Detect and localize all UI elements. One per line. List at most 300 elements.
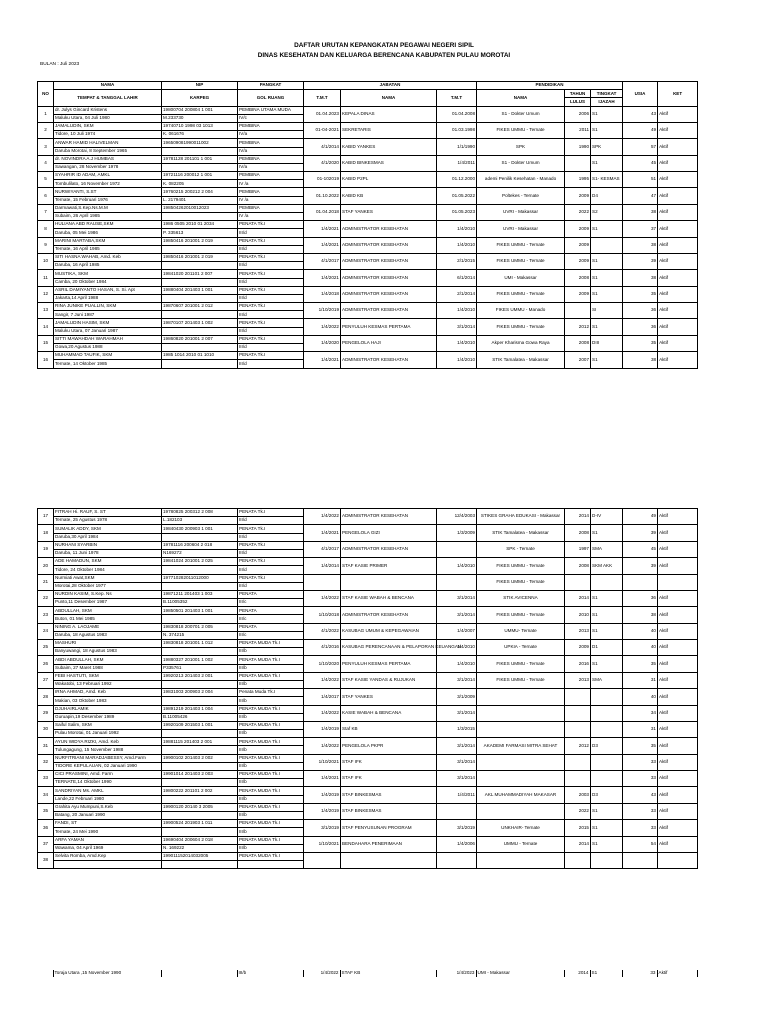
employee-nip: 199011152014032005 — [162, 852, 238, 860]
employee-karpeg: N169272 — [162, 549, 238, 557]
employee-row — [38, 303, 698, 311]
employee-age: 49 — [623, 509, 658, 525]
employee-gol-ruang: III/c — [238, 631, 304, 639]
employee-status: Aktif — [658, 286, 698, 302]
pangkat-tmt: 1/4/2021 — [304, 352, 341, 368]
employee-row — [38, 754, 698, 762]
employee-pangkat: PENATA MUDA Tk.I — [238, 705, 304, 713]
employee-gol-ruang: III/b — [238, 680, 304, 688]
jabatan-name: STAF BINKESMAS — [341, 803, 437, 819]
row-number: 37 — [38, 836, 54, 852]
employee-row — [38, 689, 698, 697]
employee-name: JAMALUDIN HASIM, SKM — [54, 319, 162, 327]
employee-karpeg — [162, 147, 238, 155]
employee-row — [38, 590, 698, 598]
employee-pangkat: PENATA MUDA Tk.I — [238, 754, 304, 762]
education-name: AKADEMI FARMASI MITRA SEHAT — [477, 738, 565, 754]
employee-status: Aktif — [658, 319, 698, 335]
employee-pangkat: PENATA Tk.I — [238, 574, 304, 582]
education-level: D3 — [591, 738, 623, 754]
header-nama: NAMA — [54, 82, 162, 90]
birth-place-date: Subaim, 26 April 1985 — [54, 213, 162, 221]
header-lulus: LULUS — [565, 98, 591, 106]
employee-row — [38, 836, 698, 844]
education-level: S1 — [591, 820, 623, 836]
birth-place-date: Gowa,20 Agustus 1988 — [54, 344, 162, 352]
birth-place-date: Subaim, 27 Maret 1988 — [54, 664, 162, 672]
employee-pangkat: PEMBINA — [238, 122, 304, 130]
employee-row — [38, 172, 698, 180]
pangkat-tmt: 1/10/2021 — [304, 754, 341, 770]
employee-name: NURWIYANTI, S.ST — [54, 188, 162, 196]
employee-nip: 19901014 201403 2 003 — [162, 771, 238, 779]
pangkat-tmt: 1/4/2021 — [304, 221, 341, 237]
row-number: 5 — [38, 172, 54, 188]
employee-karpeg: L.182103 — [162, 517, 238, 525]
employee-row — [38, 335, 698, 343]
employee-nip: 19900120 20140 3 2005 — [162, 803, 238, 811]
employee-karpeg — [162, 344, 238, 352]
employee-karpeg: L. 2179401 — [162, 196, 238, 204]
employee-name: NURFITRIANI MARADJABESSY, Amd.Farm — [54, 754, 162, 762]
employee-status: Aktif — [658, 204, 698, 220]
education-name: ademi Penilik Kesehatan - Manado — [477, 172, 565, 188]
pangkat-tmt: 1/4/2018 — [304, 286, 341, 302]
row-number: 4 — [38, 155, 54, 171]
education-level — [591, 705, 623, 721]
jabatan-tmt: 1/4/2010 — [437, 558, 477, 574]
employee-status: Aktif — [658, 689, 698, 705]
pangkat-tmt: 1/4/2014 — [304, 558, 341, 574]
employee-karpeg: P. 335613 — [162, 229, 238, 237]
graduation-year: 2009 — [565, 188, 591, 204]
employee-status: Aktif — [658, 172, 698, 188]
tail-gol: III/b — [237, 970, 303, 977]
birth-place-date: TIDORE KEPULAUAN, 02 Januari 1990 — [54, 762, 162, 770]
graduation-year: 2009 — [565, 286, 591, 302]
graduation-year — [565, 771, 591, 787]
education-name — [477, 754, 565, 770]
employee-row — [38, 623, 698, 631]
employee-gol-ruang: III/d — [238, 360, 304, 368]
employee-status: Aktif — [658, 656, 698, 672]
employee-row — [38, 803, 698, 811]
employee-tail-row — [37, 970, 698, 977]
jabatan-name: ADMINISTRATOR KESEHATAN — [341, 541, 437, 557]
employee-row — [38, 656, 698, 664]
employee-nip: 19841020 201101 2 007 — [162, 270, 238, 278]
education-level: S1 — [591, 286, 623, 302]
row-number: 25 — [38, 640, 54, 656]
jabatan-tmt: 2/1/2014 — [437, 286, 477, 302]
employee-age: 51 — [623, 172, 658, 188]
education-level: S2 — [591, 204, 623, 220]
employee-age — [623, 574, 658, 590]
graduation-year: 2014 — [565, 836, 591, 852]
education-level: SPK — [591, 139, 623, 155]
tail-ket: Aktif — [657, 970, 697, 977]
jabatan-tmt: 3/1/2014 — [437, 319, 477, 335]
employee-nip: 19891219 201403 1 004 — [162, 705, 238, 713]
employee-row — [38, 721, 698, 729]
employee-nip: 19860820 201001 2 007 — [162, 335, 238, 343]
jabatan-tmt: 3/1/2014 — [437, 672, 477, 688]
row-number: 23 — [38, 607, 54, 623]
employee-gol-ruang: III/b — [238, 828, 304, 836]
pangkat-tmt — [304, 852, 341, 868]
employee-pangkat: PENATA Tk.I — [238, 221, 304, 229]
employee-karpeg — [162, 262, 238, 270]
employee-gol-ruang: IV/a — [238, 163, 304, 171]
header-pendidikan: PENDIDIKAN — [477, 82, 623, 90]
employee-name: ABDI ABDULLAH, SKM — [54, 656, 162, 664]
birth-place-date: Makian, 03 Oktober 1983 — [54, 697, 162, 705]
employee-pangkat: PEMBINA — [238, 155, 304, 163]
employee-row — [38, 640, 698, 648]
graduation-year — [565, 754, 591, 770]
employee-nip: 19920213 201403 2 001 — [162, 672, 238, 680]
birth-place-date: Pulau Morotai, 01 Januari 1992 — [54, 730, 162, 738]
employee-gol-ruang: III/d — [238, 327, 304, 335]
title-line-2: DINAS KESEHATAN DAN KELUARGA BERENCANA KABUPATEN PULAU MOROTAI — [257, 52, 511, 59]
employee-status: Aktif — [658, 270, 698, 286]
tail-tahun: 2014 — [564, 970, 590, 977]
birth-place-date: Ternate, 25 Agustus 1978 — [54, 517, 162, 525]
tail-ttl: Toraja Utara ,15 November 1990 — [53, 970, 161, 977]
employee-gol-ruang: III/b — [238, 762, 304, 770]
employee-pangkat: PENATA Tk.I — [238, 237, 304, 245]
header-pendidikan-nama: NAMA — [477, 90, 565, 106]
header-no: NO — [38, 82, 54, 107]
employee-age: 40 — [623, 689, 658, 705]
graduation-year: 2022 — [565, 803, 591, 819]
employee-gol-ruang: III/c — [238, 615, 304, 623]
header-tahun: TAHUN — [565, 90, 591, 98]
jabatan-name: ADMINISTRATOR KESEHATAN — [341, 607, 437, 623]
employee-name: ASRIL DAMIYANTO HASAN, S. Si. Apt — [54, 286, 162, 294]
employee-age: 33 — [623, 820, 658, 836]
employee-karpeg: P335761 — [162, 664, 238, 672]
jabatan-tmt: 01.05.2022 — [437, 188, 477, 204]
employee-status: Aktif — [658, 541, 698, 557]
education-name: FIKES UMMU - Manado — [477, 303, 565, 319]
employee-age: 36 — [623, 303, 658, 319]
employee-karpeg — [162, 360, 238, 368]
pangkat-tmt: 01.10.2022 — [304, 188, 341, 204]
employee-age: 31 — [623, 672, 658, 688]
jabatan-tmt: 3/1/2014 — [437, 705, 477, 721]
education-level: S1 — [591, 803, 623, 819]
employee-name: SYAHRIR ID ADAM, AMKL — [54, 172, 162, 180]
employee-karpeg — [162, 311, 238, 319]
row-number: 9 — [38, 237, 54, 253]
education-level: SMA — [591, 541, 623, 557]
pangkat-tmt: 3/1/2019 — [304, 820, 341, 836]
employee-status: Aktif — [658, 106, 698, 122]
header-usia: USIA — [623, 82, 658, 107]
row-number: 12 — [38, 286, 54, 302]
pangkat-tmt: 1/4/2022 — [304, 590, 341, 606]
employee-nip: 197710282011012000 — [162, 574, 238, 582]
employee-pangkat: PENATA MUDA Tk.I — [238, 787, 304, 795]
education-level: S1 — [591, 836, 623, 852]
employee-age: 47 — [623, 188, 658, 204]
birth-place-date: Ternate, 24 Mei 1990 — [54, 828, 162, 836]
education-name: Akper Kharisma Gowa Raya — [477, 335, 565, 351]
employee-pangkat: PENATA MUDA Tk.I — [238, 656, 304, 664]
jabatan-tmt — [437, 852, 477, 868]
jabatan-tmt: 1/4/2010 — [437, 237, 477, 253]
employee-pangkat: PENATA Tk.I — [238, 558, 304, 566]
pangkat-tmt: 1/4/2022 — [304, 672, 341, 688]
row-number: 24 — [38, 623, 54, 639]
education-name: FIKES UMMU - Ternate — [477, 607, 565, 623]
employee-karpeg — [162, 828, 238, 836]
education-name: UPKIA - Ternate — [477, 640, 565, 656]
employee-status: Aktif — [658, 721, 698, 737]
employee-gol-ruang: III/d — [238, 278, 304, 286]
employee-pangkat: PENATA — [238, 607, 304, 615]
graduation-year: 2010 — [565, 607, 591, 623]
row-number: 15 — [38, 335, 54, 351]
employee-pangkat: PENATA — [238, 623, 304, 631]
jabatan-name: STAF PENYUSUNAN PROGRAM — [341, 820, 437, 836]
education-name: FIKES UMMU - Ternate — [477, 122, 565, 138]
row-number: 36 — [38, 820, 54, 836]
education-name: UNKHAIR- Ternate — [477, 820, 565, 836]
employee-gol-ruang: III/d — [238, 311, 304, 319]
employee-karpeg: K. 082205 — [162, 180, 238, 188]
graduation-year: 2009 — [565, 640, 591, 656]
birth-place-date: Daruba,30 April 1984 — [54, 533, 162, 541]
graduation-year — [565, 705, 591, 721]
birth-place-date: Lande,22 Februari 1980 — [54, 795, 162, 803]
employee-age: 45 — [623, 541, 658, 557]
employee-row — [38, 237, 698, 245]
education-level — [591, 689, 623, 705]
birth-place-date: Buton, 01 Mei 1985 — [54, 615, 162, 623]
employee-pangkat: PENATA Tk.I — [238, 525, 304, 533]
employee-pangkat: PENATA Tk.I — [238, 335, 304, 343]
jabatan-tmt: 1/3/2009 — [437, 525, 477, 541]
employee-row — [38, 771, 698, 779]
employee-gol-ruang: III/d — [238, 549, 304, 557]
employee-pangkat: PENATA Tk.I — [238, 253, 304, 261]
employee-nip: 19831003 200903 2 004 — [162, 689, 238, 697]
employee-name: SITTI MAWAHDAH WARAHMAH — [54, 335, 162, 343]
header-ijazah: IJAZAH — [591, 98, 623, 106]
employee-nip: 19740710 1998 03 1013 — [162, 122, 238, 130]
education-level: S1 — [591, 253, 623, 269]
employee-name: DJUHAIRLAMIK — [54, 705, 162, 713]
employee-gol-ruang: III/b — [238, 730, 304, 738]
employee-name: Darmawati,S.Kep.Ns.M.M — [54, 204, 162, 212]
graduation-year: 2011 — [565, 122, 591, 138]
employee-pangkat: PENATA MUDA Tk.I — [238, 803, 304, 811]
employee-nip: 19800704 200804 1 001 — [162, 106, 238, 114]
row-number: 30 — [38, 721, 54, 737]
education-level — [591, 754, 623, 770]
header-tingkat: TINGKAT — [591, 90, 623, 98]
employee-name: JAMALUDIN, SKM — [54, 122, 162, 130]
birth-place-date: Guruapin,19 Desember 1989 — [54, 713, 162, 721]
pangkat-tmt: 1/4/2022 — [304, 738, 341, 754]
jabatan-tmt: 1/4/2011 — [437, 787, 477, 803]
employee-status: Aktif — [658, 525, 698, 541]
graduation-year: 1990 — [565, 139, 591, 155]
employee-status: Aktif — [658, 803, 698, 819]
employee-pangkat: PENATA MUDA Tk.I — [238, 820, 304, 828]
employee-gol-ruang: III/b — [238, 648, 304, 656]
jabatan-tmt: 12/4/2003 — [437, 509, 477, 525]
employee-age: 38 — [623, 204, 658, 220]
birth-place-date: Daruba Morotai, 8 September 1965 — [54, 147, 162, 155]
jabatan-name: PENYULUH KESMAS PERTAMA — [341, 319, 437, 335]
education-name: FIKES UMMU - Ternate — [477, 286, 565, 302]
jabatan-name: SEKRETARIS — [341, 122, 437, 138]
employee-karpeg — [162, 762, 238, 770]
jabatan-name: STAF IFK — [341, 754, 437, 770]
graduation-year: 1997 — [565, 541, 591, 557]
education-level: S1 — [591, 270, 623, 286]
employee-age: 43 — [623, 106, 658, 122]
header-jabatan: JABATAN — [304, 82, 477, 90]
row-number: 3 — [38, 139, 54, 155]
employee-nip: 19800222 201101 2 002 — [162, 787, 238, 795]
employee-name: SANDRIYAN Ms. AMKL — [54, 787, 162, 795]
birth-place-date: Jakarta,14 April 1988 — [54, 294, 162, 302]
birth-place-date: Daruba, 05 Mei 1986 — [54, 229, 162, 237]
employee-row — [38, 221, 698, 229]
employee-pangkat: PEMBINA — [238, 204, 304, 212]
jabatan-tmt: 3/1/2019 — [437, 820, 477, 836]
jabatan-tmt: 1/4/2010 — [437, 656, 477, 672]
jabatan-tmt: 01.04.2008 — [437, 106, 477, 122]
header-jabatan-nama: NAMA — [341, 90, 437, 106]
employee-name: dr. Julys Gincard Kristens — [54, 106, 162, 114]
header-jabatan-tmt: T.M.T — [437, 90, 477, 106]
graduation-year: 2015 — [565, 820, 591, 836]
pangkat-tmt: 1/4/2021 — [304, 525, 341, 541]
employee-name: dr. NOVINDRA A.J HUMBAS — [54, 155, 162, 163]
pangkat-tmt: 1/10/2021 — [304, 836, 341, 852]
graduation-year: 2009 — [565, 237, 591, 253]
tail-jabatan: STAF KB — [340, 970, 436, 977]
jabatan-tmt: 1/3/2015 — [437, 721, 477, 737]
employee-row — [38, 820, 698, 828]
employee-name: FANDI, ST — [54, 820, 162, 828]
tail-usia: 33 — [622, 970, 657, 977]
education-level: S1 — [591, 525, 623, 541]
education-name: Poltekes - Ternate — [477, 188, 565, 204]
employee-status: Aktif — [658, 303, 698, 319]
jabatan-name: ADMINISTRATOR KESEHATAN — [341, 286, 437, 302]
employee-gol-ruang: III/c — [238, 599, 304, 607]
education-name: UMMU- Ternate — [477, 623, 565, 639]
birth-place-date: Camba, 20 Oktober 1984 — [54, 278, 162, 286]
education-name — [477, 852, 565, 868]
jabatan-tmt: 01.05.2023 — [437, 204, 477, 220]
employee-age: 35 — [623, 286, 658, 302]
employee-pangkat: PENATA Tk.I — [238, 541, 304, 549]
employee-nip: 19780825 200312 2 008 — [162, 509, 238, 517]
birth-place-date: Daruba, 16 April 1985 — [54, 262, 162, 270]
education-name — [477, 803, 565, 819]
education-name: STIKES GRAHA EDUKASI - Makassar — [477, 509, 565, 525]
employee-nip: 19881115 201403 2 001 — [162, 738, 238, 746]
employee-name: Saiful Salim, SKM — [54, 721, 162, 729]
pangkat-tmt: 01.04.2018 — [304, 204, 341, 220]
employee-pangkat: PEMBINA — [238, 172, 304, 180]
graduation-year — [565, 155, 591, 171]
employee-gol-ruang: III/d — [238, 533, 304, 541]
jabatan-tmt: 3/1/2014 — [437, 738, 477, 754]
jabatan-name: STAF KASIE YANDAS & RUJUKAN — [341, 672, 437, 688]
employee-status: Aktif — [658, 139, 698, 155]
jabatan-name: ADMINISTRATOR KESEHATAN — [341, 303, 437, 319]
header-nip: NIP — [162, 82, 238, 90]
employee-row — [38, 253, 698, 261]
employee-gol-ruang: III/d — [238, 245, 304, 253]
employee-name: NURHANI SYARBIN — [54, 541, 162, 549]
jabatan-name: STAF IFK — [341, 771, 437, 787]
education-level: SKM AKK — [591, 558, 623, 574]
employee-gol-ruang: III/d — [238, 262, 304, 270]
row-number: 22 — [38, 590, 54, 606]
employee-karpeg: K. 061676 — [162, 131, 238, 139]
jabatan-name: STAF BINKESMAS — [341, 787, 437, 803]
jabatan-tmt: 6/1/2014 — [437, 270, 477, 286]
jabatan-name: KEPALA DINAS — [341, 106, 437, 122]
row-number: 34 — [38, 787, 54, 803]
employee-name: FEBI HASTUTI, SKM — [54, 672, 162, 680]
employee-karpeg — [162, 582, 238, 590]
employee-row — [38, 204, 698, 212]
jabatan-name: KABID YANKES — [341, 139, 437, 155]
employee-nip: 19721116 200012 1 001 — [162, 172, 238, 180]
employee-gol-ruang: III/d — [238, 294, 304, 302]
employee-gol-ruang: IV/a — [238, 147, 304, 155]
education-name: STIK AVICENNA — [477, 590, 565, 606]
jabatan-tmt: 3/1/2014 — [437, 771, 477, 787]
employee-row — [38, 541, 698, 549]
employee-row — [38, 738, 698, 746]
jabatan-tmt: 3/1/2014 — [437, 607, 477, 623]
employee-age: 38 — [623, 352, 658, 368]
employee-age: 35 — [623, 738, 658, 754]
row-number: 29 — [38, 705, 54, 721]
graduation-year — [565, 689, 591, 705]
employee-gol-ruang: III/b — [238, 746, 304, 754]
jabatan-name: STAF KASIE PRIMER — [341, 558, 437, 574]
employee-nip: 19871211 201403 1 003 — [162, 590, 238, 598]
employee-karpeg — [162, 779, 238, 787]
employee-row — [38, 525, 698, 533]
birth-place-date: Daruba, 18 Agustus 1983 — [54, 631, 162, 639]
employee-nip: 19690404 200604 2 018 — [162, 836, 238, 844]
employee-row — [38, 270, 698, 278]
employee-nip: 19900102 201403 2 002 — [162, 754, 238, 762]
pangkat-tmt: 1/4/2020 — [304, 335, 341, 351]
employee-age: 39 — [623, 253, 658, 269]
education-level: D-IV — [591, 509, 623, 525]
employee-name: NINING A. LAOJAME — [54, 623, 162, 631]
education-level: S1 — [591, 319, 623, 335]
employee-karpeg: B.11005352 — [162, 599, 238, 607]
employee-age: 45 — [623, 155, 658, 171]
employee-karpeg — [162, 245, 238, 253]
employee-row — [38, 352, 698, 360]
